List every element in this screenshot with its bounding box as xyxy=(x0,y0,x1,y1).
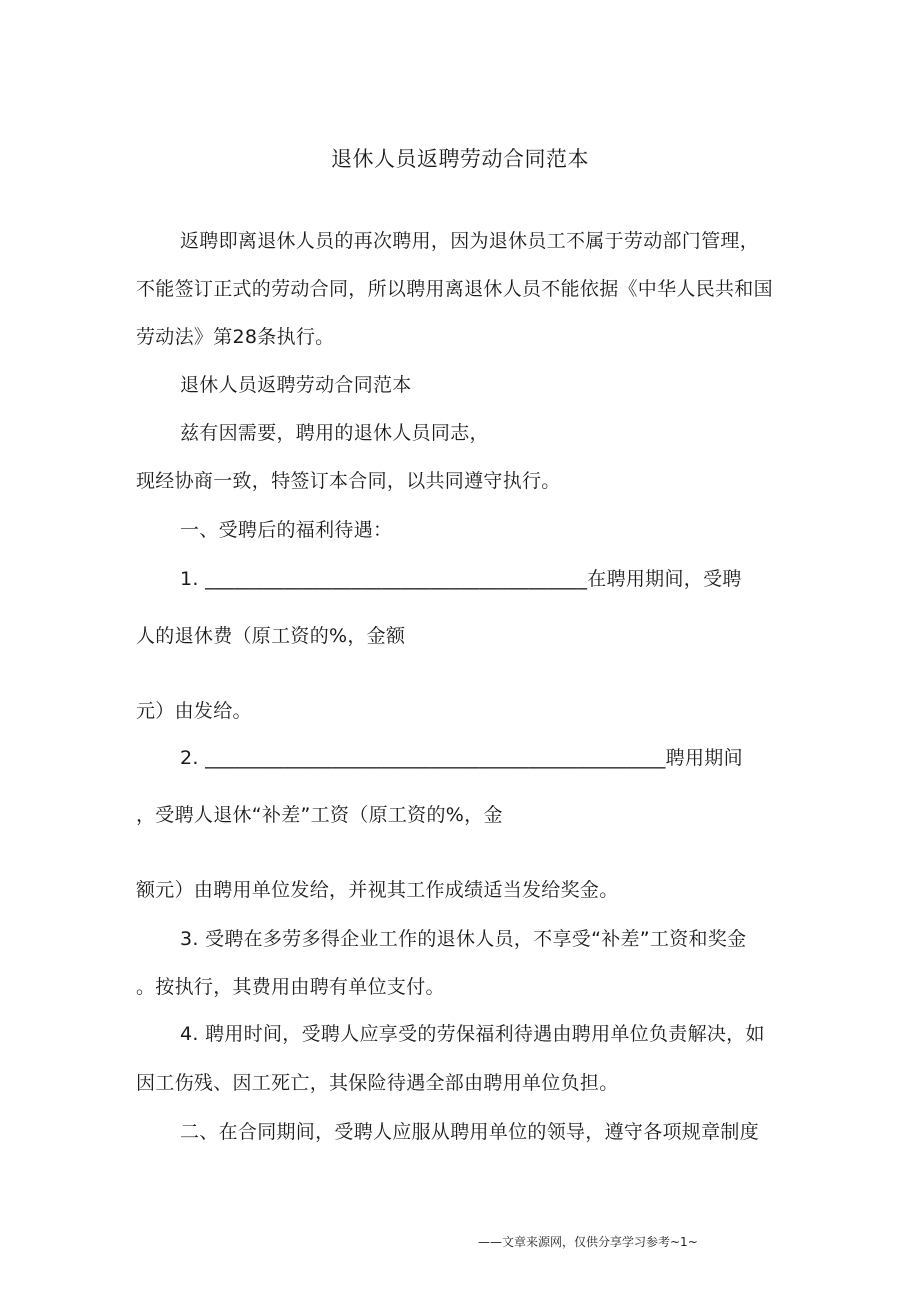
list-item: 2. _______________________________________________聘用期间 xyxy=(180,747,743,769)
list-item: 1. _______________________________________在聘用期间，受聘 xyxy=(180,568,742,590)
paragraph-line: 额元）由聘用单位发给，并视其工作成绩适当发给奖金。 xyxy=(136,879,619,901)
paragraph-line: 现经协商一致，特签订本合同，以共同遵守执行。 xyxy=(136,470,561,492)
paragraph-line: 人的退休费（原工资的%，金额 xyxy=(136,625,406,647)
section-heading: 二、在合同期间，受聘人应服从聘用单位的领导，遵守各项规章制度 xyxy=(180,1121,760,1143)
document-title: 退休人员返聘劳动合同范本 xyxy=(331,147,589,171)
paragraph-line: 元）由发给。 xyxy=(136,700,252,722)
section-heading: 一、受聘后的福利待遇： xyxy=(180,519,393,541)
paragraph-line: 。按执行，其费用由聘有单位支付。 xyxy=(136,976,445,998)
paragraph-line: 返聘即离退休人员的再次聘用，因为退休员工不属于劳动部门管理， xyxy=(180,230,760,252)
paragraph-line: 因工伤残、因工死亡，其保险待遇全部由聘用单位负担。 xyxy=(136,1072,619,1094)
list-item: 4. 聘用时间，受聘人应享受的劳保福利待遇由聘用单位负责解决，如 xyxy=(180,1023,765,1045)
paragraph-line: 不能签订正式的劳动合同，所以聘用离退休人员不能依据《中华人民共和国 xyxy=(136,278,773,300)
paragraph-line: ，受聘人退休“补差”工资（原工资的%，金 xyxy=(136,804,503,826)
page-footer: ——文章来源网，仅供分享学习参考~1~ xyxy=(478,1235,698,1249)
section-heading: 退休人员返聘劳动合同范本 xyxy=(180,374,412,396)
paragraph-line: 劳动法》第28条执行。 xyxy=(136,326,335,348)
paragraph-line: 兹有因需要，聘用的退休人员同志， xyxy=(180,422,489,444)
list-item: 3. 受聘在多劳多得企业工作的退休人员，不享受“补差”工资和奖金 xyxy=(180,928,747,950)
